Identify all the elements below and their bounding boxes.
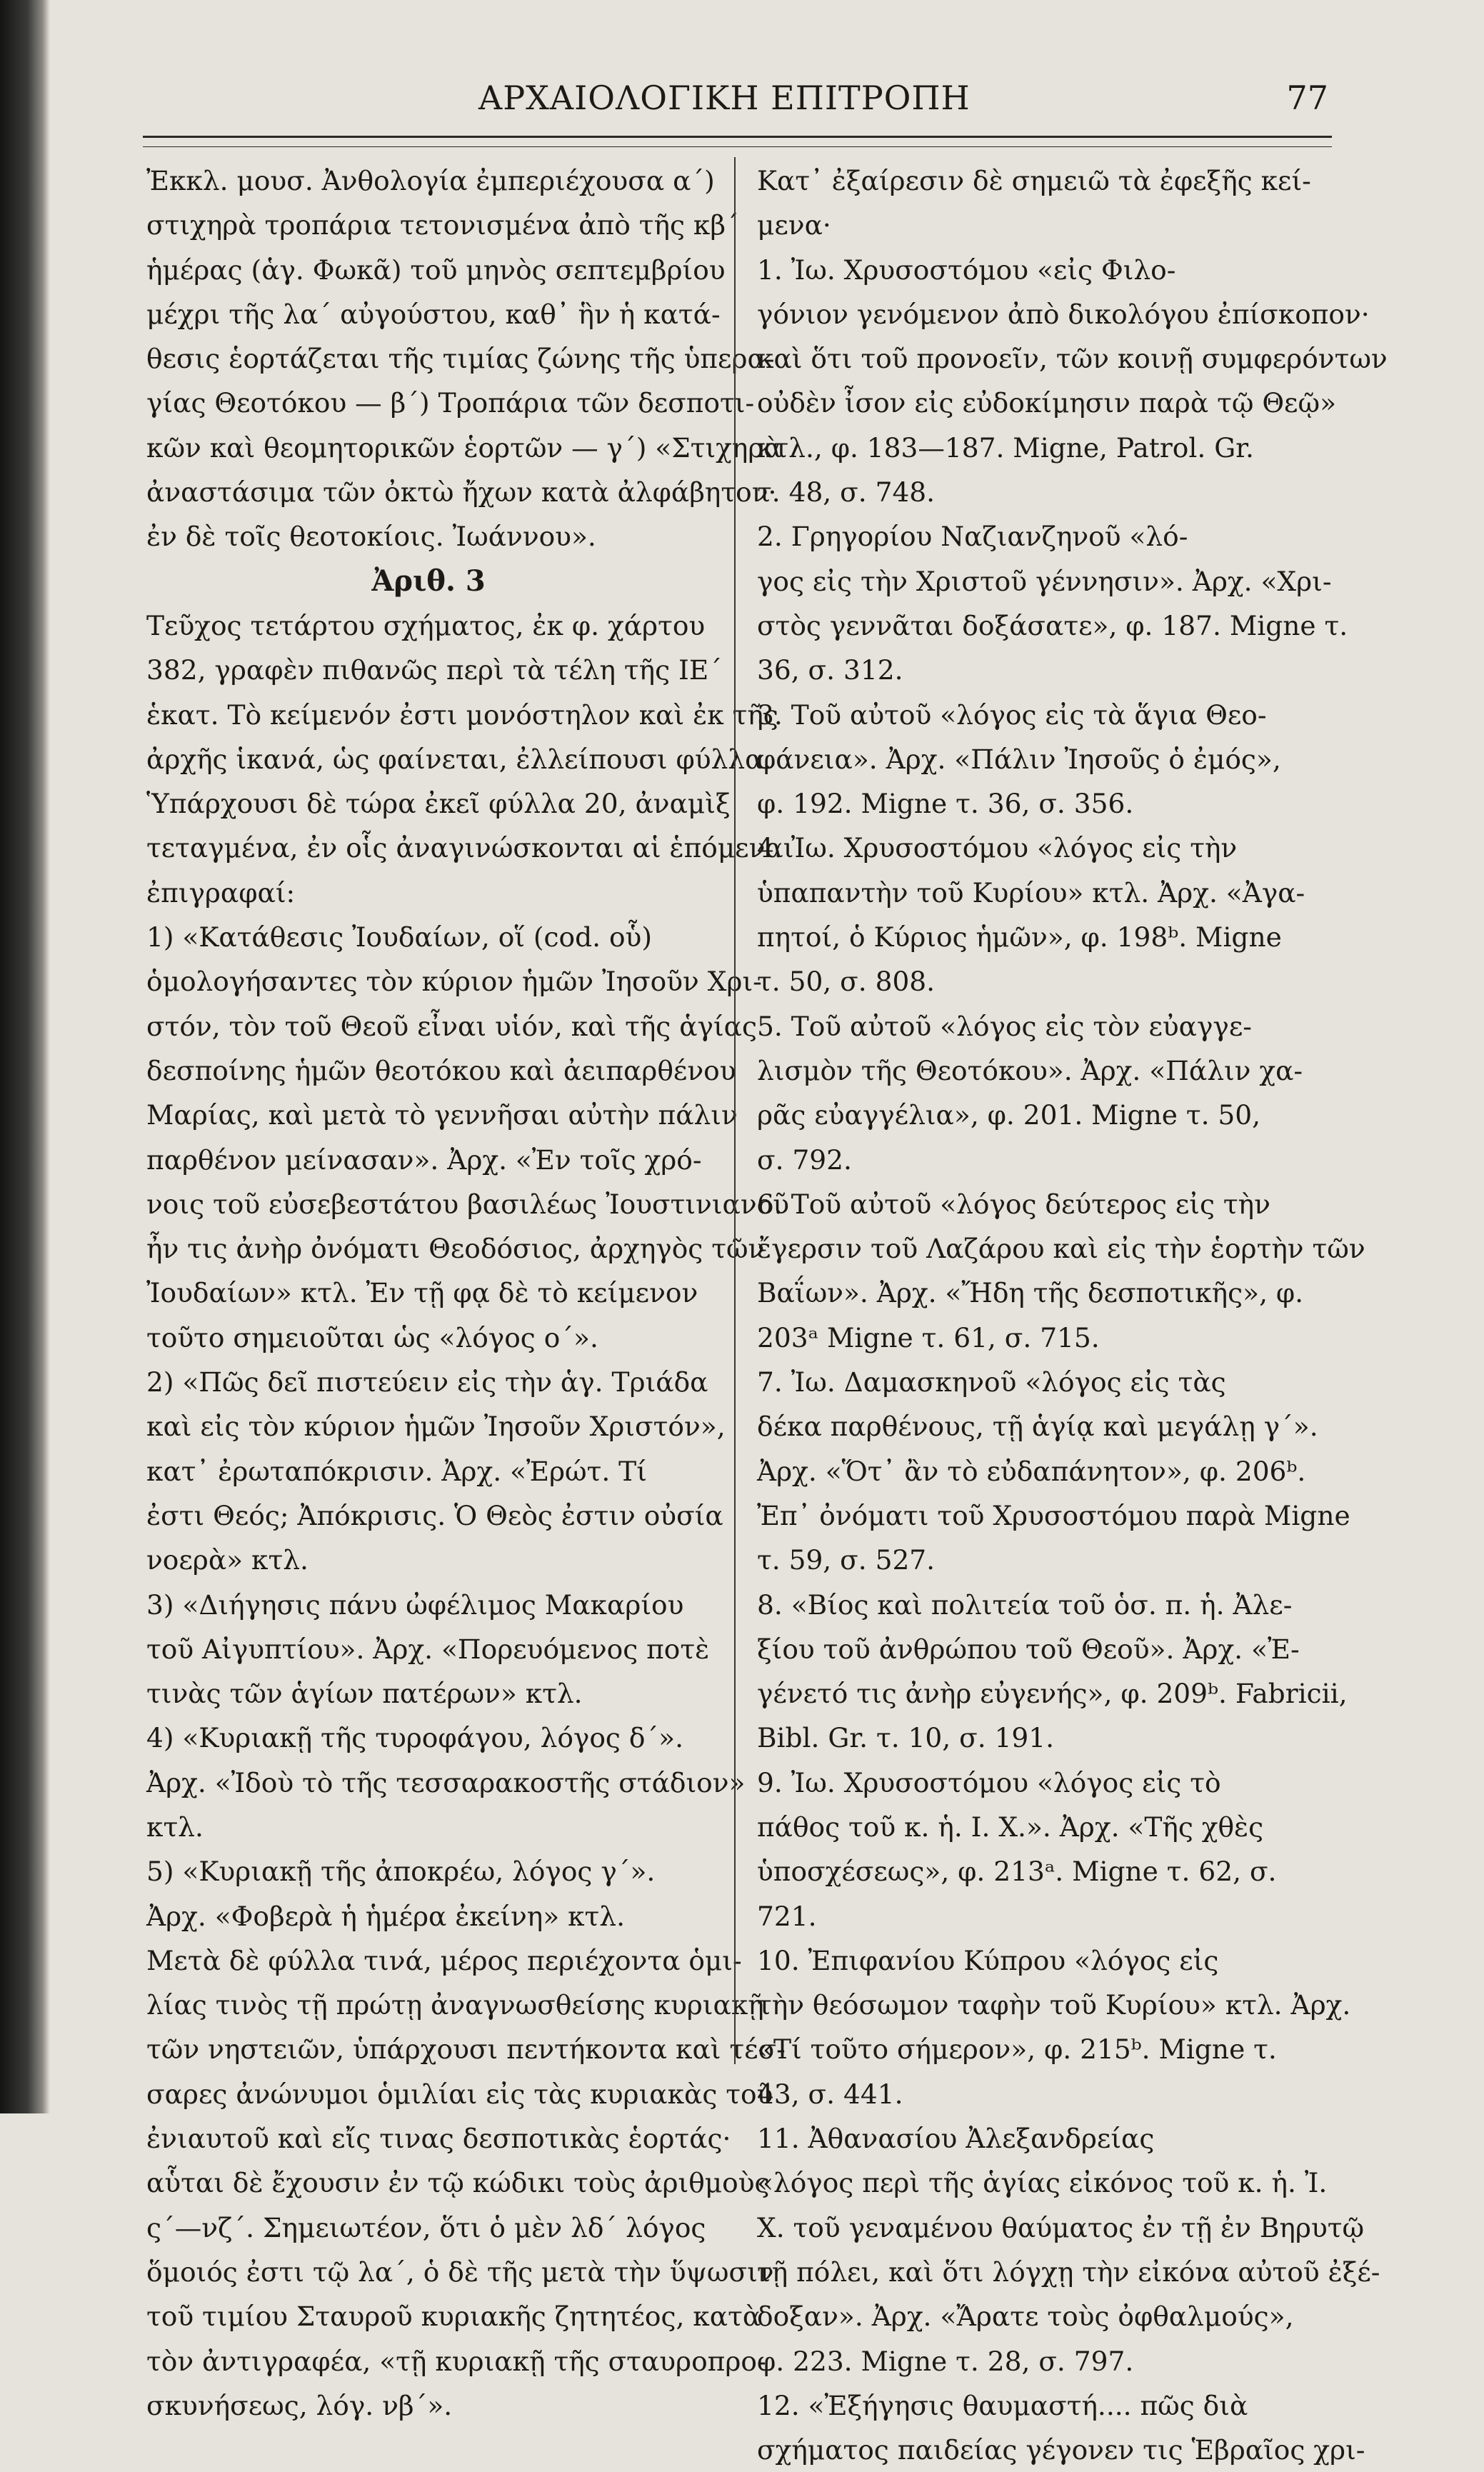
- text-line: 1. Ἰω. Χρυσοστόμου «εἰς Φιλο-: [757, 254, 1176, 286]
- text-line: τῇ πόλει, καὶ ὅτι λόγχῃ τὴν εἰκόνα αὐτοῦ ἐξέ-: [757, 2256, 1380, 2288]
- text-line: μενα·: [757, 209, 831, 241]
- text-line: Ἐπ᾽ ὀνόματι τοῦ Χρυσοστόμου παρὰ Migne: [757, 1499, 1350, 1531]
- text-line: ἑκατ. Τὸ κείμενόν ἐστι μονόστηλον καὶ ἐκ τῆς: [146, 699, 778, 731]
- text-line: 8. «Βίος καὶ πολιτεία τοῦ ὁσ. π. ἡ. Ἀλε-: [757, 1588, 1293, 1621]
- text-line: 3. Τοῦ αὐτοῦ «λόγος εἰς τὰ ἅγια Θεο-: [757, 699, 1267, 731]
- header-rule-thin: [143, 146, 1332, 147]
- text-line: Ἀριθ. 3: [371, 564, 486, 598]
- text-line: δοξαν». Ἀρχ. «Ἄρατε τοὺς ὀφθαλμούς»,: [757, 2301, 1294, 2333]
- text-line: 6. Τοῦ αὐτοῦ «λόγος δεύτερος εἰς τὴν: [757, 1188, 1270, 1220]
- text-line: ὑποσχέσεως», φ. 213ᵃ. Migne τ. 62, σ.: [757, 1856, 1277, 1888]
- text-line: ς΄—νζ΄. Σημειωτέον, ὅτι ὁ μὲν λδ΄ λόγος: [146, 2211, 706, 2243]
- text-line: ἔγερσιν τοῦ Λαζάρου καὶ εἰς τὴν ἑορτὴν τῶν: [757, 1233, 1365, 1265]
- text-line: τῶν νηστειῶν, ὑπάρχουσι πεντήκοντα καὶ τέσ-: [146, 2033, 786, 2066]
- text-line: φ. 192. Migne τ. 36, σ. 356.: [757, 788, 1134, 820]
- text-line: Μετὰ δὲ φύλλα τινά, μέρος περιέχοντα ὁμι-: [146, 1944, 742, 1976]
- text-line: παρθένον μείνασαν». Ἀρχ. «Ἐν τοῖς χρό-: [146, 1144, 702, 1176]
- text-line: Χ. τοῦ γεναμένου θαύματος ἐν τῇ ἐν Βηρυτῷ: [757, 2211, 1365, 2243]
- text-line: 5. Τοῦ αὐτοῦ «λόγος εἰς τὸν εὐαγγε-: [757, 1010, 1252, 1042]
- text-line: καὶ εἰς τὸν κύριον ἡμῶν Ἰησοῦν Χριστόν»,: [146, 1411, 726, 1443]
- text-line: τεταγμένα, ἐν οἷς ἀναγινώσκονται αἱ ἑπόμεναι: [146, 832, 794, 864]
- text-line: τινὰς τῶν ἁγίων πατέρων» κτλ.: [146, 1678, 583, 1710]
- text-line: λισμὸν τῆς Θεοτόκου». Ἀρχ. «Πάλιν χα-: [757, 1054, 1303, 1086]
- running-title: ΑΡΧΑΙΟΛΟΓΙΚΗ ΕΠΙΤΡΟΠΗ: [478, 79, 971, 117]
- text-line: Μαρίας, καὶ μετὰ τὸ γεννῆσαι αὐτὴν πάλιν: [146, 1099, 738, 1131]
- text-line: «Τί τοῦτο σήμερον», φ. 215ᵇ. Migne τ.: [757, 2033, 1277, 2066]
- text-line: τοῦτο σημειοῦται ὡς «λόγος ο΄».: [146, 1321, 598, 1353]
- page-header: [143, 79, 1328, 117]
- text-line: σ. 792.: [757, 1144, 852, 1176]
- text-line: κτλ., φ. 183—187. Migne, Patrol. Gr.: [757, 431, 1254, 464]
- text-line: ἐστι Θεός; Ἀπόκρισις. Ὁ Θεὸς ἐστιν οὐσία: [146, 1499, 723, 1531]
- text-line: ἀναστάσιμα τῶν ὀκτὼ ἤχων κατὰ ἀλφάβητον·: [146, 476, 777, 509]
- text-line: τ. 48, σ. 748.: [757, 476, 936, 509]
- text-line: ξίου τοῦ ἀνθρώπου τοῦ Θεοῦ». Ἀρχ. «Ἐ-: [757, 1633, 1300, 1665]
- text-line: ἐνιαυτοῦ καὶ εἴς τινας δεσποτικὰς ἑορτάς·: [146, 2123, 731, 2155]
- text-line: 10. Ἐπιφανίου Κύπρου «λόγος εἰς: [757, 1944, 1219, 1976]
- text-line: Ὑπάρχουσι δὲ τώρα ἐκεῖ φύλλα 20, ἀναμὶξ: [146, 788, 731, 820]
- text-line: Βαΐων». Ἀρχ. «Ἤδη τῆς δεσποτικῆς», φ.: [757, 1277, 1304, 1309]
- column-divider: [734, 157, 736, 2064]
- text-line: 36, σ. 312.: [757, 654, 903, 686]
- text-line: στὸς γεννᾶται δοξάσατε», φ. 187. Migne τ.: [757, 609, 1348, 641]
- text-line: γένετό τις ἀνὴρ εὐγενής», φ. 209ᵇ. Fabricii,: [757, 1678, 1348, 1710]
- text-line: ὑπαπαντὴν τοῦ Κυρίου» κτλ. Ἀρχ. «Ἀγα-: [757, 876, 1305, 909]
- text-line: ἐπιγραφαί:: [146, 876, 296, 909]
- text-line: Τεῦχος τετάρτου σχήματος, ἐκ φ. χάρτου: [146, 609, 706, 641]
- text-line: καὶ ὅτι τοῦ προνοεῖν, τῶν κοινῇ συμφερόντων: [757, 343, 1388, 375]
- text-line: λίας τινὸς τῇ πρώτῃ ἀναγνωσθείσης κυριακῇ: [146, 1989, 764, 2021]
- text-line: νοερὰ» κτλ.: [146, 1544, 309, 1576]
- text-line: ὅμοιός ἐστι τῷ λα΄, ὁ δὲ τῆς μετὰ τὴν ὕψωσιν: [146, 2256, 774, 2288]
- text-line: τοῦ Αἰγυπτίου». Ἀρχ. «Πορευόμενος ποτὲ: [146, 1633, 710, 1665]
- text-line: σαρες ἀνώνυμοι ὁμιλίαι εἰς τὰς κυριακὰς τοῦ: [146, 2078, 773, 2110]
- text-line: Ἐκκλ. μουσ. Ἀνθολογία ἐμπεριέχουσα α΄): [146, 165, 715, 196]
- text-line: 3) «Διήγησις πάνυ ὠφέλιμος Μακαρίου: [146, 1588, 684, 1621]
- right-column: [757, 159, 1388, 2472]
- text-line: τ. 59, σ. 527.: [757, 1544, 936, 1576]
- text-line: «λόγος περὶ τῆς ἁγίας εἰκόνος τοῦ κ. ἡ. Ἰ.: [757, 2167, 1328, 2199]
- text-line: ρᾶς εὐαγγέλια», φ. 201. Migne τ. 50,: [757, 1099, 1261, 1131]
- text-line: 2) «Πῶς δεῖ πιστεύειν εἰς τὴν ἁγ. Τριάδα: [146, 1366, 708, 1398]
- text-line: ἡμέρας (ἁγ. Φωκᾶ) τοῦ μηνὸς σεπτεμβρίου: [146, 254, 726, 286]
- text-line: Ἰουδαίων» κτλ. Ἐν τῇ φᾳ δὲ τὸ κείμενον: [146, 1277, 698, 1309]
- text-line: κατ᾽ ἐρωταπόκρισιν. Ἀρχ. «Ἐρώτ. Τί: [146, 1455, 647, 1487]
- header-rule-thick: [143, 136, 1332, 138]
- text-line: Ἀρχ. «Φοβερὰ ἡ ἡμέρα ἐκείνη» κτλ.: [146, 1900, 625, 1932]
- text-line: γόνιον γενόμενον ἀπὸ δικολόγου ἐπίσκοπον·: [757, 298, 1370, 330]
- text-line: στιχηρὰ τροπάρια τετονισμένα ἀπὸ τῆς κβ΄: [146, 209, 739, 241]
- text-line: γίας Θεοτόκου — β΄) Τροπάρια τῶν δεσποτι-: [146, 387, 755, 419]
- text-line: δέκα παρθένους, τῇ ἁγίᾳ καὶ μεγάλῃ γ΄».: [757, 1411, 1318, 1443]
- text-line: φ. 223. Migne τ. 28, σ. 797.: [757, 2345, 1134, 2377]
- text-line: ἐν δὲ τοῖς θεοτοκίοις. Ἰωάννου».: [146, 521, 596, 553]
- text-line: ἦν τις ἀνὴρ ὀνόματι Θεοδόσιος, ἀρχηγὸς τῶν: [146, 1233, 765, 1265]
- text-line: 12. «Ἐξήγησις θαυμαστή.... πῶς διὰ: [757, 2389, 1248, 2421]
- text-line: Bibl. Gr. τ. 10, σ. 191.: [757, 1722, 1055, 1754]
- text-line: 1) «Κατάθεσις Ἰουδαίων, οἵ (cod. οὗ): [146, 921, 652, 954]
- text-line: πητοί, ὁ Κύριος ἡμῶν», φ. 198ᵇ. Migne: [757, 921, 1282, 954]
- text-line: αὗται δὲ ἔχουσιν ἐν τῷ κώδικι τοὺς ἀριθμοὺς: [146, 2167, 770, 2199]
- text-line: 721.: [757, 1900, 817, 1932]
- text-line: θεσις ἑορτάζεται τῆς τιμίας ζώνης τῆς ὑπερα-: [146, 343, 775, 375]
- text-line: οὐδὲν ἶσον εἰς εὐδοκίμησιν παρὰ τῷ Θεῷ»: [757, 387, 1337, 419]
- text-line: στόν, τὸν τοῦ Θεοῦ εἶναι υἱόν, καὶ τῆς ἁγίας: [146, 1010, 757, 1042]
- text-line: 4. Ἰω. Χρυσοστόμου «λόγος εἰς τὴν: [757, 832, 1238, 864]
- text-line: κῶν καὶ θεομητορικῶν ἑορτῶν — γ΄) «Στιχηρὰ: [146, 431, 782, 464]
- text-line: τ. 50, σ. 808.: [757, 966, 936, 998]
- text-line: φάνεια». Ἀρχ. «Πάλιν Ἰησοῦς ὁ ἐμός»,: [757, 743, 1281, 775]
- text-line: Ἀρχ. «Ὅτ᾽ ἂν τὸ εὐδαπάνητον», φ. 206ᵇ.: [757, 1455, 1306, 1487]
- text-line: 43, σ. 441.: [757, 2078, 903, 2110]
- page-number: 77: [1286, 79, 1328, 117]
- text-line: πάθος τοῦ κ. ἡ. Ι. Χ.». Ἀρχ. «Τῆς χθὲς: [757, 1811, 1264, 1843]
- text-line: 5) «Κυριακῇ τῆς ἀποκρέω, λόγος γ΄».: [146, 1856, 656, 1888]
- text-line: 9. Ἰω. Χρυσοστόμου «λόγος εἰς τὸ: [757, 1766, 1221, 1798]
- text-line: Ἀρχ. «Ἰδοὺ τὸ τῆς τεσσαρακοστῆς στάδιον»: [146, 1766, 746, 1798]
- text-line: νοις τοῦ εὐσεβεστάτου βασιλέως Ἰουστινιανοῦ: [146, 1188, 790, 1220]
- text-line: 7. Ἰω. Δαμασκηνοῦ «λόγος εἰς τὰς: [757, 1366, 1226, 1398]
- text-line: 11. Ἀθανασίου Ἀλεξανδρείας: [757, 2123, 1155, 2155]
- text-line: 2. Γρηγορίου Ναζιανζηνοῦ «λό-: [757, 521, 1188, 553]
- book-spine-shadow: [0, 0, 50, 2113]
- text-line: 382, γραφὲν πιθανῶς περὶ τὰ τέλη τῆς ΙΕ΄: [146, 654, 722, 686]
- text-line: σκυνήσεως, λόγ. νβ΄».: [146, 2389, 453, 2421]
- text-line: γος εἰς τὴν Χριστοῦ γέννησιν». Ἀρχ. «Χρι-: [757, 565, 1332, 597]
- text-line: κτλ.: [146, 1811, 204, 1843]
- text-line: τὸν ἀντιγραφέα, «τῇ κυριακῇ τῆς σταυροπρο-: [146, 2345, 766, 2377]
- text-line: ὁμολογήσαντες τὸν κύριον ἡμῶν Ἰησοῦν Χρι-: [146, 966, 762, 998]
- text-line: δεσποίνης ἡμῶν θεοτόκου καὶ ἀειπαρθένου: [146, 1054, 736, 1086]
- text-line: 203ᵃ Migne τ. 61, σ. 715.: [757, 1321, 1100, 1353]
- text-line: τοῦ τιμίου Σταυροῦ κυριακῆς ζητητέος, κατὰ: [146, 2301, 761, 2333]
- text-line: σχήματος παιδείας γέγονεν τις Ἑβραῖος χρι-: [757, 2434, 1365, 2466]
- text-line: μέχρι τῆς λα΄ αὐγούστου, καθ᾽ ἣν ἡ κατά-: [146, 298, 721, 330]
- text-line: Κατ᾽ ἐξαίρεσιν δὲ σημειῶ τὰ ἐφεξῆς κεί-: [757, 165, 1311, 196]
- text-line: 4) «Κυριακῇ τῆς τυροφάγου, λόγος δ΄».: [146, 1722, 684, 1754]
- text-line: ἀρχῆς ἱκανά, ὡς φαίνεται, ἐλλείπουσι φύλλα.: [146, 743, 772, 775]
- text-line: τὴν θεόσωμον ταφὴν τοῦ Κυρίου» κτλ. Ἀρχ.: [757, 1989, 1351, 2021]
